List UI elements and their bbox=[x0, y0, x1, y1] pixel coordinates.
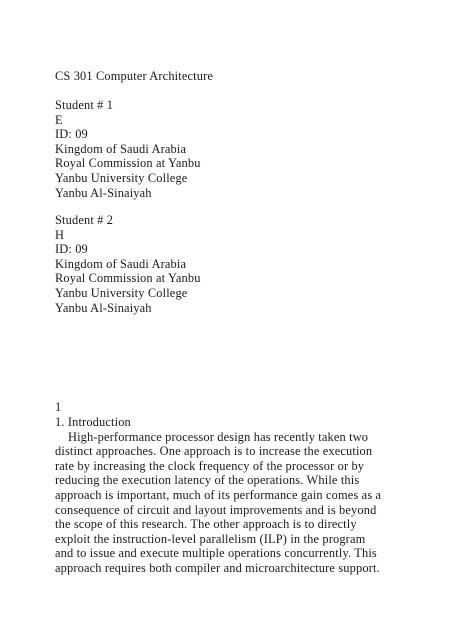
course-title-block bbox=[55, 69, 213, 84]
page-number-block bbox=[55, 400, 61, 415]
student-1-country: Kingdom of Saudi Arabia bbox=[55, 141, 187, 156]
student-1-block bbox=[55, 98, 201, 200]
student-1-city: Yanbu Al-Sinaiyah bbox=[55, 185, 152, 200]
student-2-initial: H bbox=[55, 227, 65, 242]
student-1-id: ID: 09 bbox=[55, 127, 88, 142]
body-line: distinct approaches. One approach is to increase the execution bbox=[55, 444, 373, 459]
page-number: 1 bbox=[55, 400, 62, 414]
body-line: and to issue and execute multiple operations concurrently. This bbox=[55, 546, 377, 561]
student-2-id: ID: 09 bbox=[55, 242, 88, 257]
body-line: exploit the instruction-level parallelism (ILP) in the program bbox=[55, 531, 366, 546]
student-2-label: Student # 2 bbox=[55, 213, 114, 227]
body-line: consequence of circuit and layout improvements and is beyond bbox=[55, 502, 377, 517]
introduction-section bbox=[55, 415, 381, 576]
body-line: High-performance processor design has recently taken two bbox=[55, 429, 369, 444]
student-2-commission: Royal Commission at Yanbu bbox=[55, 271, 201, 286]
section-heading: 1. Introduction bbox=[55, 415, 131, 429]
body-line: approach requires both compiler and microarchitecture support. bbox=[55, 560, 380, 575]
body-line: approach is important, much of its performance gain comes as a bbox=[55, 487, 382, 502]
body-line: rate by increasing the clock frequency of the processor or by bbox=[55, 458, 365, 473]
student-2-city: Yanbu Al-Sinaiyah bbox=[55, 300, 152, 315]
student-2-country: Kingdom of Saudi Arabia bbox=[55, 256, 187, 271]
body-line: reducing the execution latency of the operations. While this bbox=[55, 473, 360, 488]
course-title: CS 301 Computer Architecture bbox=[55, 69, 214, 83]
student-1-initial: E bbox=[55, 112, 63, 127]
student-1-commission: Royal Commission at Yanbu bbox=[55, 156, 201, 171]
student-2-block bbox=[55, 213, 201, 315]
student-2-college: Yanbu University College bbox=[55, 285, 188, 300]
body-line: the scope of this research. The other approach is to directly bbox=[55, 517, 357, 532]
student-1-label: Student # 1 bbox=[55, 98, 114, 112]
student-1-college: Yanbu University College bbox=[55, 170, 188, 185]
